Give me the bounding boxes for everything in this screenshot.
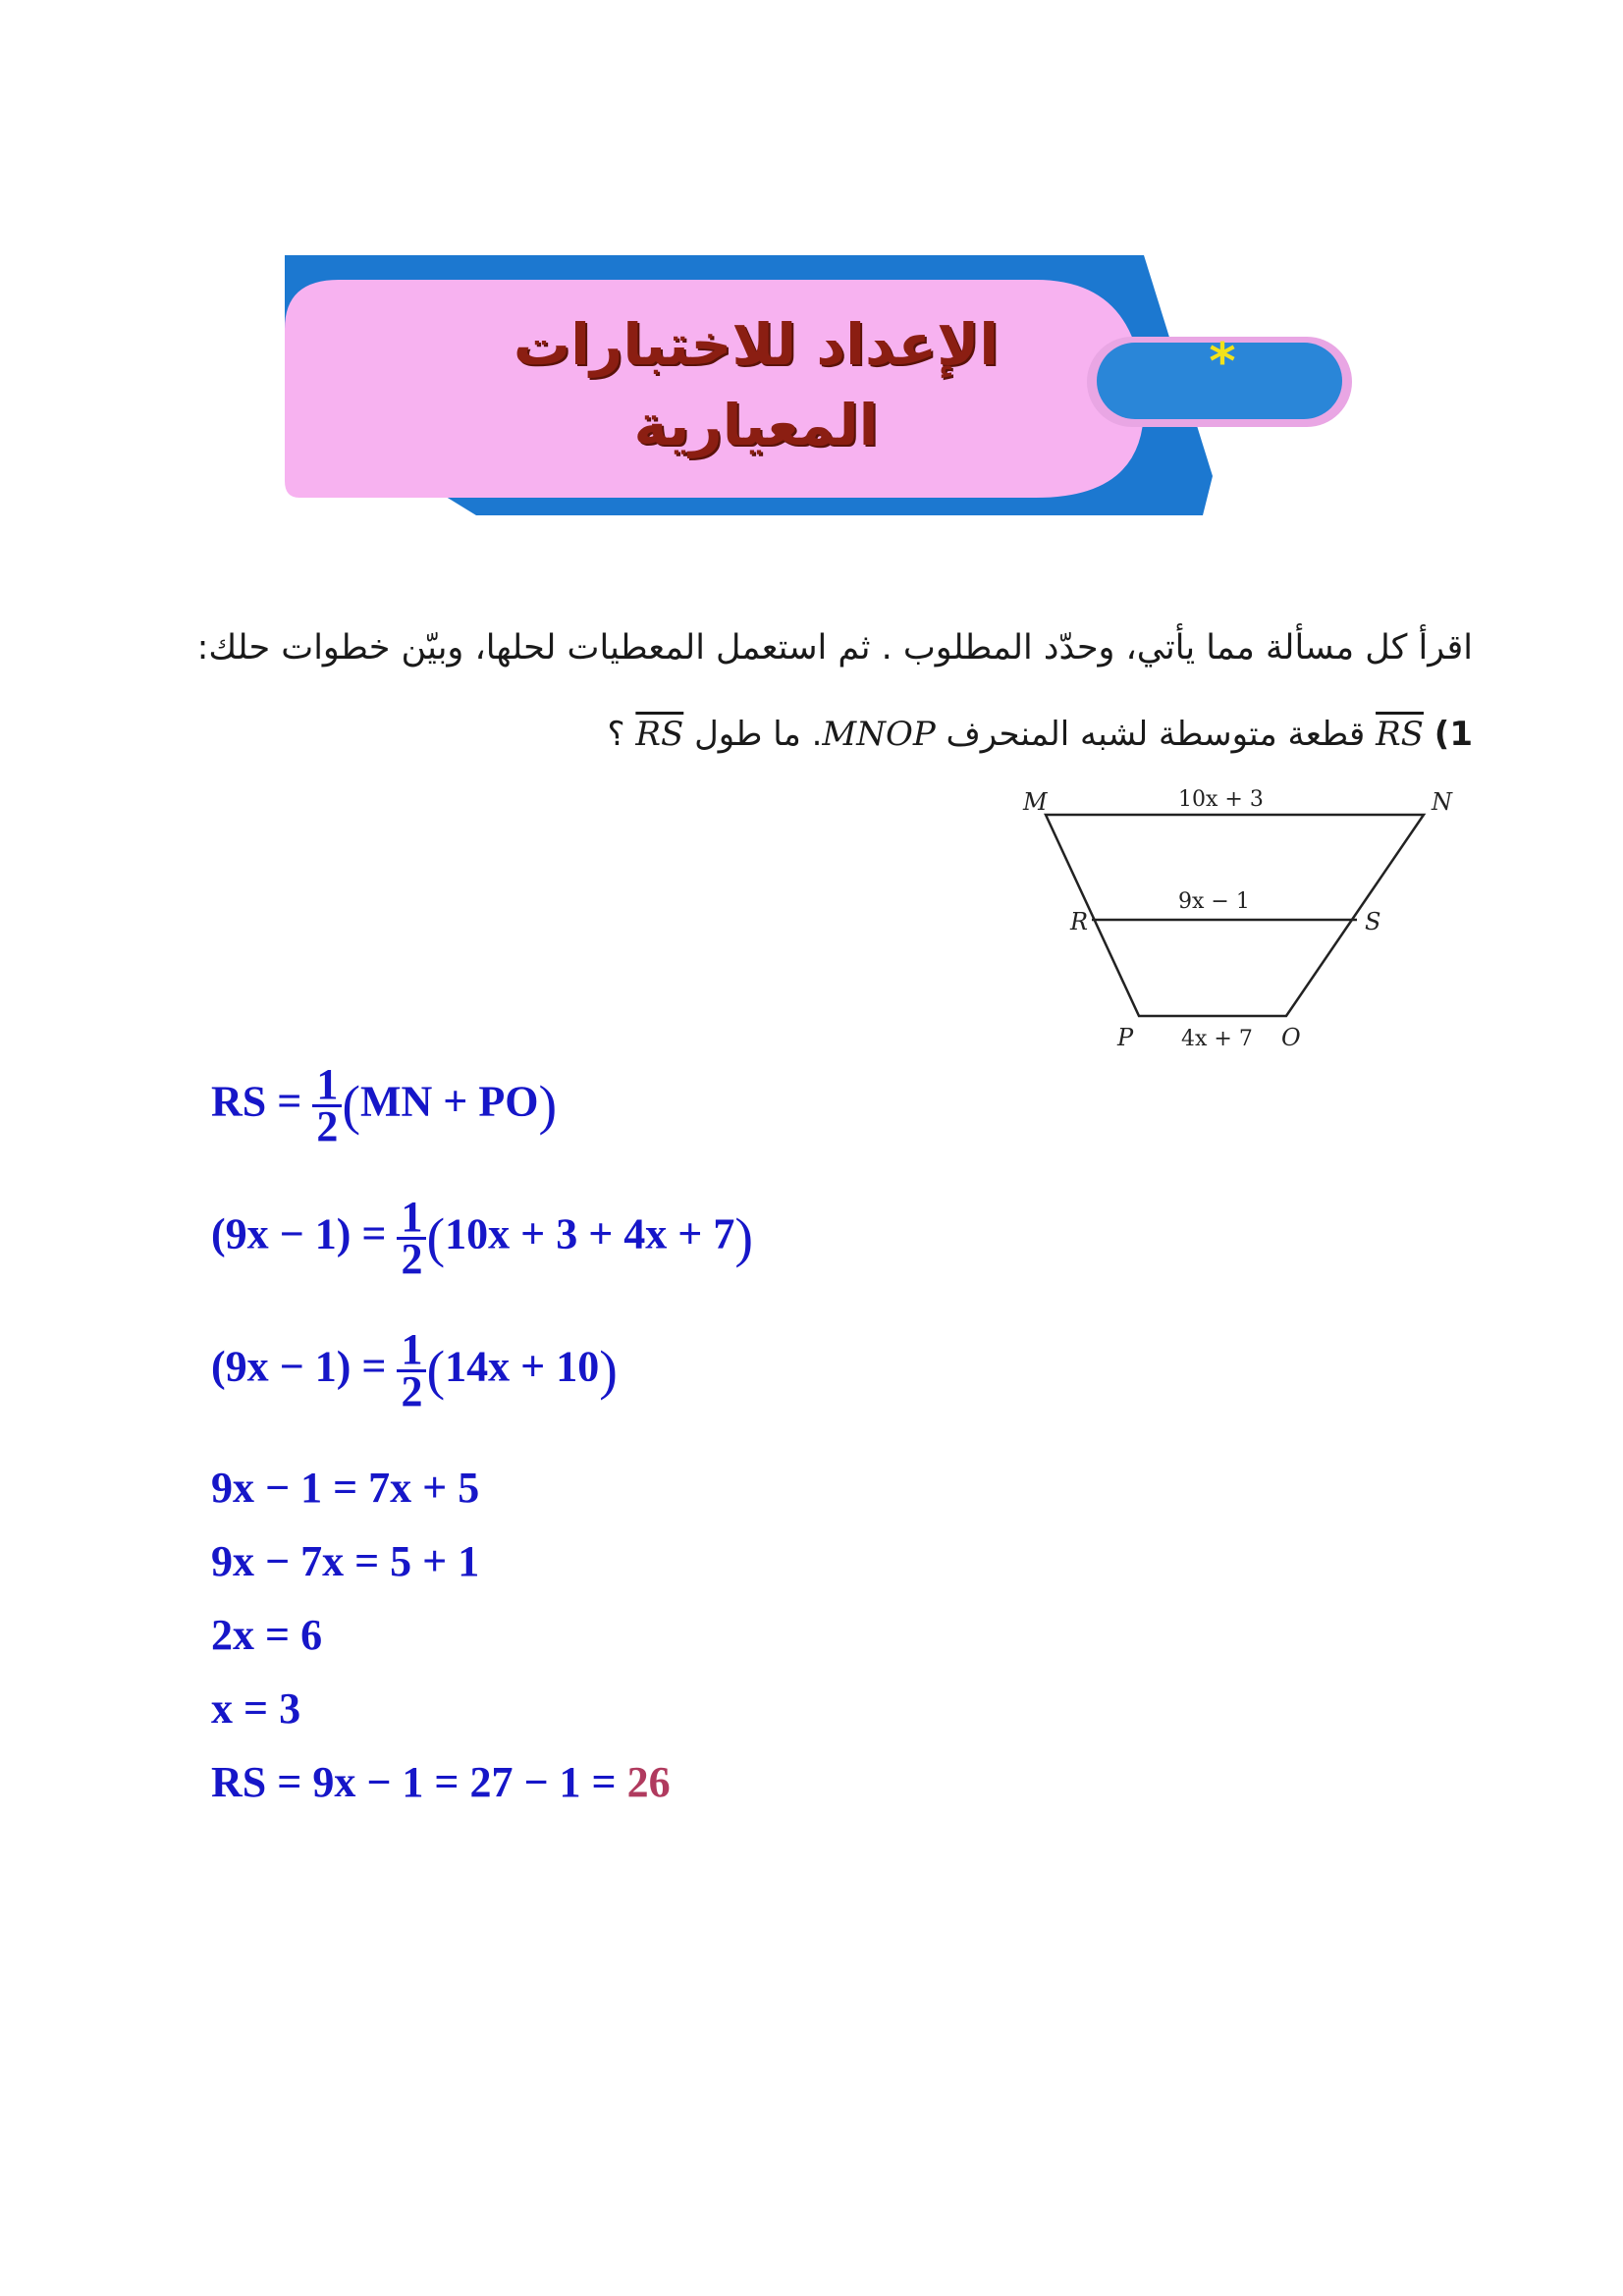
label-n: N: [1432, 788, 1452, 816]
final-answer: 26: [626, 1758, 671, 1806]
line8-expression: RS = 9x − 1 = 27 − 1 =: [211, 1758, 617, 1806]
banner-title-line2: المعيارية: [633, 392, 879, 458]
question-number: 1): [1434, 715, 1473, 754]
solution-line-2: [211, 1193, 753, 1283]
top-expression: 10x + 3: [1178, 787, 1264, 812]
line2-close: ): [734, 1207, 753, 1269]
line1-open: (: [342, 1075, 360, 1137]
segment-rs: RS: [1376, 715, 1424, 754]
solution-line-8: [211, 1757, 671, 1807]
line2-eq: =: [361, 1209, 387, 1258]
label-o: O: [1281, 1024, 1301, 1051]
line2-den: 2: [401, 1235, 423, 1283]
line3-fraction: [397, 1325, 426, 1415]
solution-line-1: [211, 1060, 558, 1150]
line3-lhs: (9x − 1): [211, 1342, 352, 1391]
line3-open: (: [426, 1340, 446, 1402]
bottom-expression: 4x + 7: [1181, 1027, 1253, 1051]
line3-close: ): [599, 1340, 618, 1402]
mid-expression: 9x − 1: [1178, 889, 1250, 914]
line1-lhs: RS: [211, 1077, 267, 1126]
line2-num: 1: [397, 1198, 426, 1240]
line3-body: 14x + 10: [445, 1342, 600, 1391]
question-text-a: قطعة متوسطة لشبه المنحرف: [946, 715, 1366, 754]
banner-title-line1: الإعداد للاختبارات: [513, 311, 1000, 378]
instructions: اقرأ كل مسألة مما يأتي، وحدّد المطلوب . ثم استعمل المعطيات لحلها، وبيّن خطوات حلك:: [196, 628, 1473, 667]
line1-close: ): [538, 1075, 558, 1137]
label-s: S: [1365, 908, 1381, 935]
line2-body: 10x + 3 + 4x + 7: [445, 1209, 735, 1258]
trapezoid-name: MNOP: [822, 715, 936, 754]
question-1: [530, 715, 1473, 754]
solution-line-6: 2x = 6: [211, 1611, 323, 1659]
solution-line-5: 9x − 7x = 5 + 1: [211, 1537, 480, 1585]
line3-eq: =: [361, 1342, 387, 1391]
trapezoid-figure: [1001, 780, 1463, 1060]
segment-rs-2: RS: [635, 715, 684, 754]
solution-line-4: 9x − 1 = 7x + 5: [211, 1464, 480, 1512]
question-end: ؟: [607, 715, 625, 754]
line3-num: 1: [397, 1330, 426, 1372]
line1-num: 1: [312, 1065, 342, 1107]
solution-line-7: x = 3: [211, 1684, 301, 1733]
solution-line-3: [211, 1325, 618, 1415]
star-icon: *: [1209, 333, 1236, 392]
title-banner: [280, 250, 1380, 520]
line2-fraction: [397, 1193, 426, 1283]
line1-fraction: [312, 1060, 342, 1150]
banner-title: [349, 304, 1163, 465]
label-p: P: [1117, 1024, 1134, 1051]
label-r: R: [1070, 908, 1089, 935]
line1-den: 2: [316, 1102, 339, 1150]
line2-open: (: [426, 1207, 446, 1269]
question-text-b: . ما طول: [694, 715, 823, 754]
line3-den: 2: [401, 1367, 423, 1415]
line1-eq: =: [277, 1077, 302, 1126]
trapezoid-diagram: [1001, 780, 1463, 1060]
line1-body: MN + PO: [359, 1077, 539, 1126]
label-m: M: [1023, 788, 1048, 816]
line2-lhs: (9x − 1): [211, 1209, 352, 1258]
